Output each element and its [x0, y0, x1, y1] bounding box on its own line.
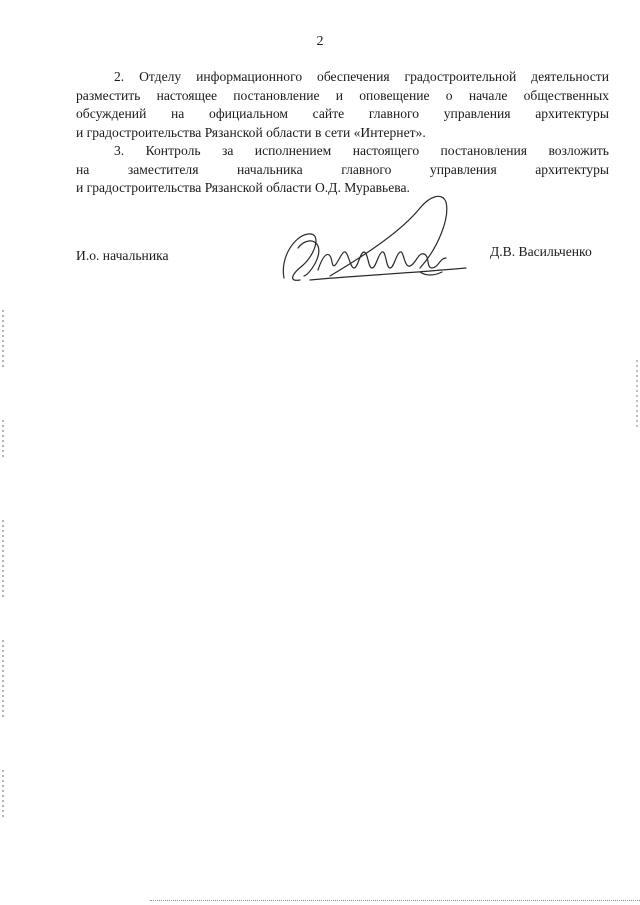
scan-edge-mark	[2, 520, 4, 600]
scan-edge-mark	[2, 310, 4, 370]
scan-edge-mark	[2, 640, 4, 720]
scan-edge-mark	[2, 420, 4, 460]
signatory-name: Д.В. Васильченко	[490, 244, 592, 259]
paragraph-2-line-4: и градостроительства Рязанской области в сети «Интернет».	[76, 124, 426, 140]
scan-edge-mark	[636, 360, 638, 430]
handwritten-signature	[270, 188, 480, 298]
paragraph-3-line-2: на заместителя начальника главного управления архитектуры	[76, 161, 609, 177]
paragraph-2-line-2: разместить настоящее постановление и оповещение о начале общественных	[76, 87, 609, 103]
paragraph-2-line-3: обсуждений на официальном сайте главного управления архитектуры	[76, 106, 609, 121]
page-number: 2	[316, 34, 324, 49]
paragraph-3-line-3: и градостроительства Рязанской области О.Д. Муравьева.	[76, 180, 410, 195]
paragraph-2	[76, 68, 609, 142]
scan-bottom-edge	[150, 900, 640, 901]
paragraph-3-line-1: 3. Контроль за исполнением настоящего постановления возложить	[114, 143, 609, 158]
paragraph-2-line-1: 2. Отделу информационного обеспечения градостроительной деятельности	[114, 69, 609, 84]
scan-edge-mark	[2, 770, 4, 820]
signatory-title: И.о. начальника	[76, 248, 169, 263]
